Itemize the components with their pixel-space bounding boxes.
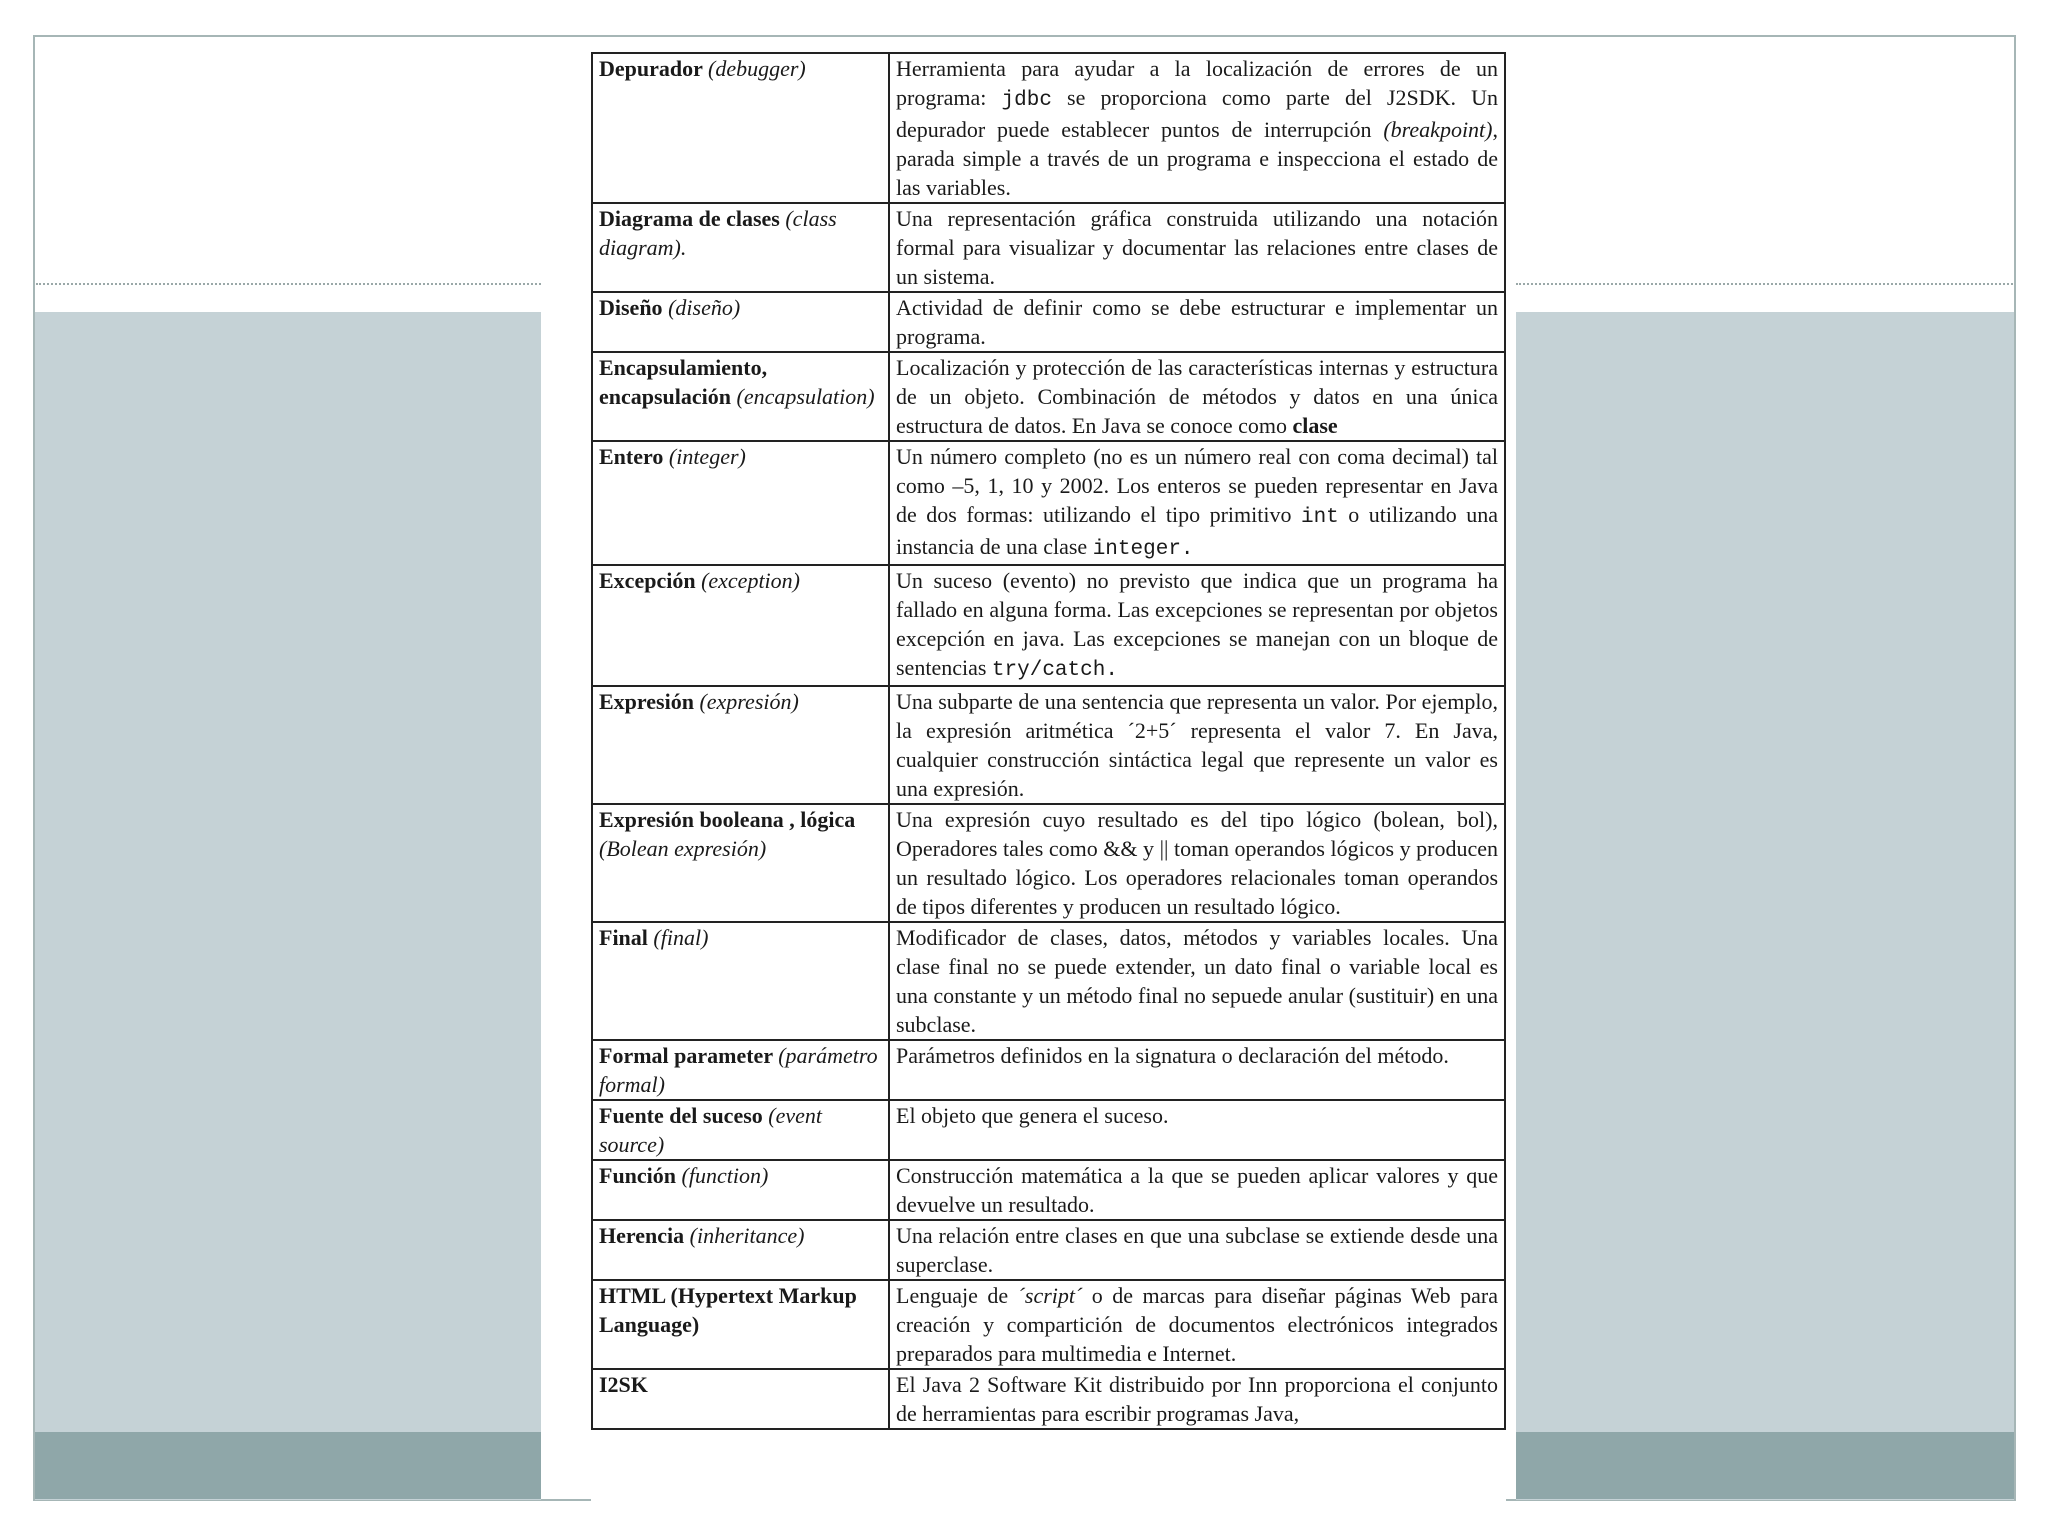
glossary-table-body [592,53,1505,1429]
glossary-row [592,1160,1505,1220]
divider-left [36,283,541,285]
glossary-term-cell [592,1040,889,1100]
glossary-term-english: (final) [653,925,709,950]
glossary-definition [889,565,1505,686]
glossary-term: Diseño [599,295,663,320]
glossary-term-cell [592,686,889,804]
glossary-row [592,804,1505,922]
glossary-row [592,53,1505,203]
glossary-term: Función [599,1163,677,1188]
glossary-row [592,565,1505,686]
background-band-right [1516,312,2014,1500]
glossary-term-cell [592,1280,889,1369]
definition-text: Herramienta para ayudar a la localización de errores de un programa: [896,56,1498,110]
definition-text: (breakpoint) [1383,117,1493,142]
definition-text: o utilizando una instancia de una clase [896,502,1499,559]
background-band-left [35,312,541,1500]
glossary-term-cell [592,53,889,203]
glossary-definition [889,1100,1505,1160]
code-fragment: try/catch. [991,659,1118,682]
glossary-term: Entero [599,444,664,469]
glossary-term: Expresión [599,689,694,714]
glossary-term-english: (function) [681,1163,769,1188]
glossary-term: Diagrama de clases [599,206,780,231]
glossary-term-cell [592,1100,889,1160]
glossary-term-english: (exception) [701,568,800,593]
glossary-term: Final [599,925,648,950]
glossary-term-cell [592,1220,889,1280]
glossary-term-english: (event source) [599,1103,822,1157]
glossary-term: Encapsulamiento, encapsulación [599,355,768,409]
glossary-term-cell [592,203,889,292]
definition-text: , parada simple a través de un programa e inspecciona el estado de las variables. [896,117,1498,200]
definition-text: Una subparte de una sentencia que representa un valor. Por ejemplo, la expresión aritmética ´2+5´ representa el valor 7. En Java, cualquier construcción sintáctica legal que represente un valor es una expresión. [896,689,1498,801]
definition-text: El Java 2 Software Kit distribuido por Inn proporciona el conjunto de herramientas para escribir programas Java, [896,1372,1498,1426]
glossary-term-cell [592,1160,889,1220]
glossary-term: Depurador [599,56,703,81]
definition-text: se proporciona como parte del J2SDK. Un depurador puede establecer puntos de interrupción [896,85,1498,142]
definition-text: ´script´ [1017,1283,1083,1308]
glossary-definition [889,292,1505,352]
document-page [591,52,1506,1502]
glossary-definition [889,203,1505,292]
glossary-term-cell [592,292,889,352]
glossary-definition [889,352,1505,441]
glossary-term-english: (diseño) [668,295,741,320]
definition-text: Una representación gráfica construida utilizando una notación formal para visualizar y documentar las relaciones entre clases de un sistema. [896,206,1498,289]
glossary-term-cell [592,441,889,565]
glossary-definition [889,686,1505,804]
glossary-definition [889,804,1505,922]
code-fragment: jdbc [1001,89,1052,112]
definition-text: Parámetros definidos en la signatura o declaración del método. [896,1043,1449,1068]
divider-right [1516,283,2013,285]
code-fragment: int [1300,506,1339,529]
glossary-table [591,52,1506,1430]
glossary-row [592,441,1505,565]
definition-text: Construcción matemática a la que se pueden aplicar valores y que devuelve un resultado. [896,1163,1498,1217]
glossary-definition [889,1369,1505,1429]
glossary-definition [889,441,1505,565]
glossary-row [592,686,1505,804]
glossary-term-cell [592,922,889,1040]
definition-text: Un suceso (evento) no previsto que indica que un programa ha fallado en alguna forma. Las excepciones se representan por objetos excepción en java. Las excepciones se manejan con un bloque de sentencias [896,568,1498,680]
footer-band-left [35,1432,541,1499]
glossary-definition [889,922,1505,1040]
glossary-term-english: (Bolean expresión) [599,836,767,861]
glossary-term-cell [592,1369,889,1429]
glossary-term-english: (inheritance) [689,1223,805,1248]
definition-text: Actividad de definir como se debe estructurar e implementar un programa. [896,295,1498,349]
glossary-term: Herencia [599,1223,685,1248]
glossary-term: Expresión booleana , lógica [599,807,856,832]
glossary-row [592,1280,1505,1369]
code-fragment: integer. [1092,538,1194,561]
glossary-term: I2SK [599,1372,648,1397]
definition-text: clase [1292,413,1338,438]
glossary-term-english: (encapsulation) [736,384,875,409]
glossary-term-english: (debugger) [708,56,806,81]
glossary-row [592,352,1505,441]
definition-text: o de marcas para diseñar páginas Web para creación y compartición de documentos electrónicos integrados preparados para multimedia e Internet. [896,1283,1499,1366]
glossary-definition [889,1280,1505,1369]
glossary-term: Excepción [599,568,696,593]
glossary-term-english: (expresión) [699,689,799,714]
glossary-term: Formal parameter [599,1043,773,1068]
glossary-term-cell [592,565,889,686]
definition-text: Modificador de clases, datos, métodos y variables locales. Una clase final no se puede extender, un dato final o variable local es una constante y un método final no sepuede anular (sustituir) en una subclase. [896,925,1498,1037]
glossary-term: Fuente del suceso [599,1103,763,1128]
glossary-definition [889,1220,1505,1280]
glossary-row [592,922,1505,1040]
definition-text: Una expresión cuyo resultado es del tipo lógico (bolean, bol), Operadores tales como && y || toman operandos lógicos y producen un resultado lógico. Los operadores relacionales toman operandos de tipos diferentes y producen un resultado lógico. [896,807,1498,919]
glossary-row [592,1040,1505,1100]
glossary-row [592,292,1505,352]
glossary-row [592,203,1505,292]
glossary-term-cell [592,804,889,922]
definition-text: El objeto que genera el suceso. [896,1103,1169,1128]
glossary-row [592,1220,1505,1280]
glossary-term-english: (class diagram). [599,206,837,260]
footer-band-right [1516,1432,2014,1499]
glossary-definition [889,1040,1505,1100]
glossary-term-english: (integer) [668,444,746,469]
definition-text: Lenguaje de [896,1283,1018,1308]
definition-text: Un número completo (no es un número real con coma decimal) tal como –5, 1, 10 y 2002. Los enteros se pueden representar en Java de dos formas: utilizando el tipo primitivo [896,444,1498,527]
glossary-definition [889,1160,1505,1220]
glossary-term-cell [592,352,889,441]
definition-text: Una relación entre clases en que una subclase se extiende desde una superclase. [896,1223,1498,1277]
definition-text: Localización y protección de las características internas y estructura de un objeto. Combinación de métodos y datos en una única estructura de datos. En Java se conoce como [896,355,1498,438]
glossary-row [592,1100,1505,1160]
glossary-term-english: (parámetro formal) [599,1043,878,1097]
glossary-term: HTML (Hypertext Markup Language) [599,1283,857,1337]
glossary-definition [889,53,1505,203]
glossary-row [592,1369,1505,1429]
